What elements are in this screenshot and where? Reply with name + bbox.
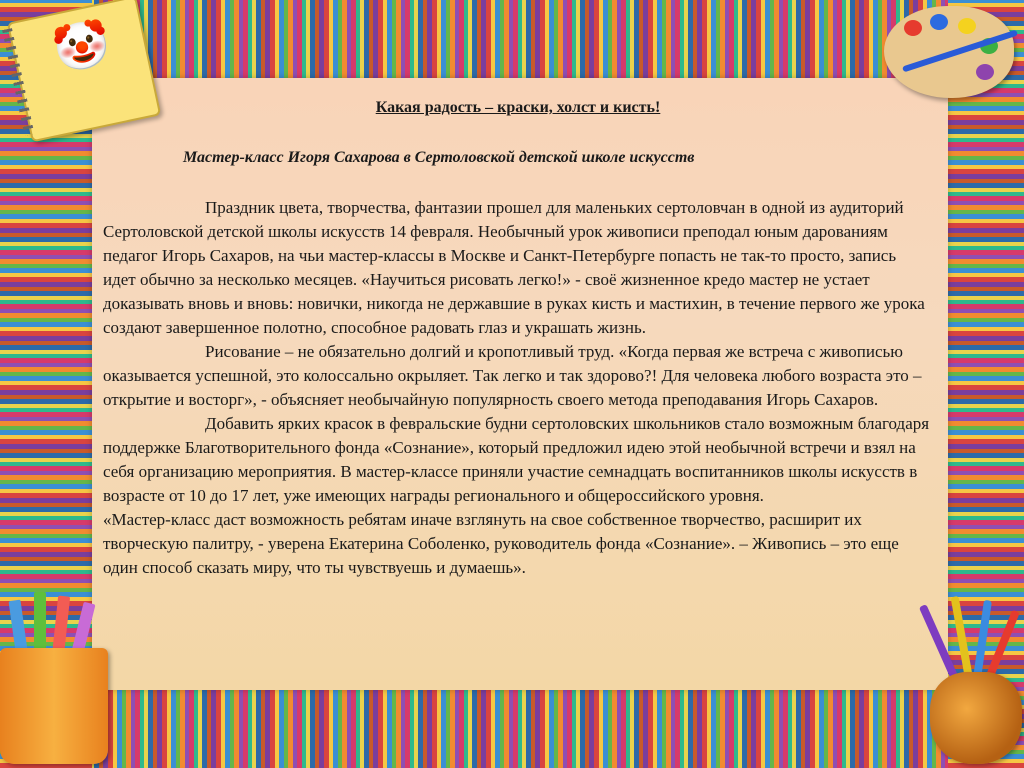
article-body bbox=[103, 196, 933, 580]
pencil-border-top bbox=[0, 0, 1024, 90]
pencil-border-bottom bbox=[0, 690, 1024, 768]
paragraph-2: Рисование – не обязательно долгий и кропотливый труд. «Когда первая же встреча с живописью оказывается успешной, это колоссально окрыляет. Так легко и так здорово?! Для человека любого возраста это – открытие и восторг», - объясняет необычайную популярность своего метода преподавания Игорь Сахаров. bbox=[103, 342, 922, 409]
pencil-cup-icon bbox=[0, 648, 108, 764]
slide-title: Какая радость – краски, холст и кисть! bbox=[375, 99, 661, 116]
slide-subtitle: Мастер-класс Игоря Сахарова в Сертоловской детской школе искусств bbox=[183, 149, 695, 166]
paragraph-1: Праздник цвета, творчества, фантазии прошел для маленьких сертоловчан в одной из аудиторий Сертоловской детской школы искусств 14 февраля. Необычный урок живописи преподал юным дарованиям педагог Игорь Сахаров, на чьи мастер-классы в Москве и Санкт-Петербурге попасть не так-то просто, запись идет обычно за несколько месяцев. «Научиться рисовать легко!» - своё жизненное кредо мастер не устает доказывать вновь и вновь: новички, никогда не державшие в руках кисть и мастихин, в течение первого же урока создают завершенное полотно, способное радовать глаз и украшать жизнь. bbox=[103, 198, 925, 337]
slide-content bbox=[103, 98, 933, 580]
notebook-clown-icon: 🤡 bbox=[7, 0, 161, 142]
paragraph-3: Добавить ярких красок в февральские будни сертоловских школьников стало возможным благодаря поддержке Благотворительного фонда «Сознание», который предложил идею этой необычной встречи и взял на себя организацию мероприятия. В мастер-классе приняли участие семнадцать воспитанников школы искусств в возрасте от 10 до 17 лет, уже имеющих награды регионального и общероссийского уровня. bbox=[103, 414, 930, 505]
brush-jar-icon bbox=[930, 672, 1022, 764]
paragraph-4: «Мастер-класс даст возможность ребятам иначе взглянуть на свое собственное творчество, расширит их творческую палитру, - уверена Екатерина Соболенко, руководитель фонда «Сознание». – Живопись – это еще один способ сказать миру, что ты чувствуешь и думаешь». bbox=[103, 510, 899, 577]
